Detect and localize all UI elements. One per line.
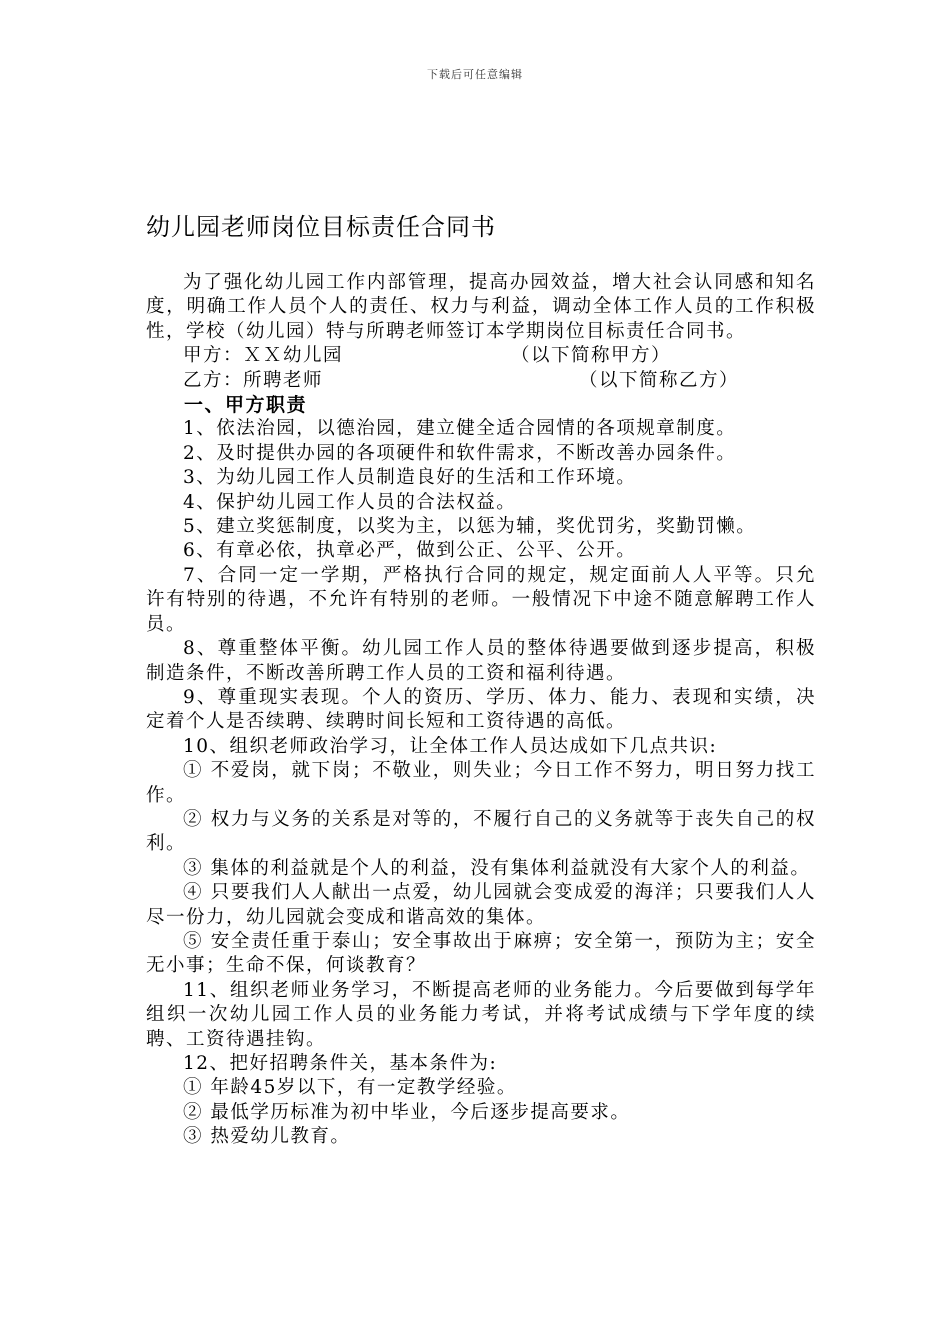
section-heading: 一、甲方职责 (184, 394, 308, 417)
list-item: 6、有章必依，执章必严，做到公正、公平、公开。 (183, 540, 637, 562)
party-a-abbr: （以下简称甲方） (511, 345, 672, 367)
list-item: 12、把好招聘条件关，基本条件为: (183, 1053, 498, 1074)
list-item: 5、建立奖惩制度，以奖为主，以惩为辅，奖优罚劣，奖勤罚懒。 (183, 516, 757, 538)
list-item: ③ 集体的利益就是个人的利益，没有集体利益就没有大家个人的利益。 (183, 857, 811, 879)
list-item: ② 最低学历标准为初中毕业，今后逐步提高要求。 (183, 1101, 631, 1123)
party-a-line (146, 344, 816, 368)
header-note: 下载后可任意编辑 (427, 68, 523, 81)
document-title: 幼儿园老师岗位目标责任合同书 (146, 213, 496, 241)
document-body (146, 271, 816, 1150)
list-item: ④ 只要我们人人献出一点爱，幼儿园就会变成爱的海洋；只要我们人人尽一份力，幼儿园就会变成和谐高效的集体。 (146, 882, 816, 928)
list-item: ② 权力与义务的关系是对等的，不履行自己的义务就等于丧失自己的权利。 (146, 808, 816, 855)
intro-paragraph: 为了强化幼儿园工作内部管理，提高办园效益，增大社会认同感和知名度，明确工作人员个人的责任、权力与利益，调动全体工作人员的工作积极性，学校（幼儿园）特与所聘老师签订本学期岗位目标责任合同书。 (146, 272, 816, 342)
party-b-line (146, 369, 816, 393)
list-item: ③ 热爱幼儿教育。 (183, 1126, 351, 1148)
list-item: ⑤ 安全责任重于泰山；安全事故出于麻痹；安全第一，预防为主；安全无小事；生命不保，何谈教育？ (146, 930, 816, 977)
list-item: ① 年龄45岁以下，有一定教学经验。 (183, 1077, 517, 1099)
party-a-name: 甲方：ＸＸ幼儿园 (183, 345, 344, 367)
list-item: 10、组织老师政治学习，让全体工作人员达成如下几点共识: (183, 735, 718, 757)
party-b-name: 乙方：所聘老师 (183, 369, 324, 391)
list-item: 11、组织老师业务学习，不断提高老师的业务能力。今后要做到每学年组织一次幼儿园工作人员的业务能力考试，并将考试成绩与下学年度的续聘、工资待遇挂钩。 (146, 979, 816, 1050)
list-item: ① 不爱岗，就下岗；不敬业，则失业；今日工作不努力，明日努力找工作。 (146, 760, 816, 806)
list-item: 4、保护幼儿园工作人员的合法权益。 (183, 491, 517, 513)
list-item: 3、为幼儿园工作人员制造良好的生活和工作环境。 (183, 467, 637, 489)
list-item: 9、尊重现实表现。个人的资历、学历、体力、能力、表现和实绩，决定着个人是否续聘、续聘时间长短和工资待遇的高低。 (146, 686, 816, 733)
party-b-abbr: （以下简称乙方） (579, 369, 740, 391)
list-item: 8、尊重整体平衡。幼儿园工作人员的整体待遇要做到逐步提高，积极制造条件，不断改善所聘工作人员的工资和福利待遇。 (146, 638, 816, 684)
list-item: 2、及时提供办园的各项硬件和软件需求，不断改善办园条件。 (183, 442, 737, 464)
list-item: 7、合同一定一学期，严格执行合同的规定，规定面前人人平等。只允许有特别的待遇，不允许有特别的老师。一般情况下中途不随意解聘工作人员。 (146, 564, 816, 635)
list-item: 1、依法治园，以德治园，建立健全适合园情的各项规章制度。 (183, 418, 737, 440)
